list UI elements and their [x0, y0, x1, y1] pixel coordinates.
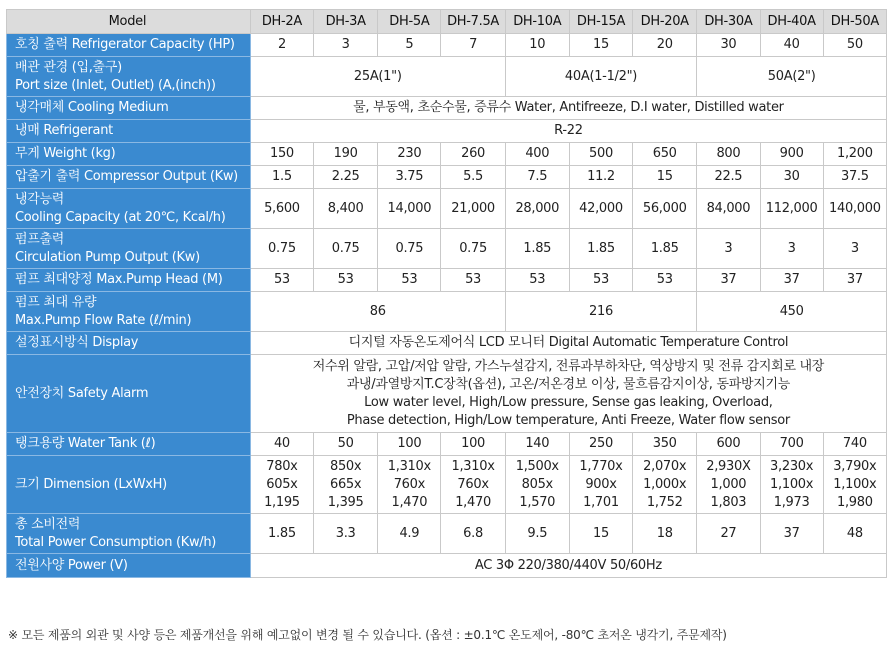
table-cell: 3 [697, 229, 760, 269]
table-cell: 37 [697, 269, 760, 292]
row-label [7, 514, 251, 554]
table-cell: 37 [823, 269, 886, 292]
table-cell: 21,000 [441, 189, 505, 229]
row-label: 전원사양 Power (V) [7, 554, 251, 578]
row-label-ko: 총 소비전력 [15, 516, 81, 532]
model-header: Model [7, 10, 251, 34]
row-label: 설정표시방식 Display [7, 332, 251, 355]
table-cell: 50 [314, 433, 378, 456]
dim-w: 760x [393, 476, 425, 492]
dim-w: 1,000x [643, 476, 687, 492]
table-cell: 0.75 [314, 229, 378, 269]
flow-row [7, 292, 887, 332]
table-cell: 650 [633, 143, 697, 166]
table-cell: 40A(1-1/2") [505, 57, 697, 97]
table-cell: 190 [314, 143, 378, 166]
row-label-ko: 펌프 최대 유량 [15, 294, 97, 310]
safety-line: Low water level, High/Low pressure, Sense gas leaking, Overload, [364, 394, 773, 410]
footnote: ※ 모든 제품의 외관 및 사양 등은 제품개선을 위해 예고없이 변경 될 수 있습니다. (옵션 : ±0.1℃ 온도제어, -80℃ 초저온 냉각기, 주문제작) [8, 628, 727, 642]
dim-h: 1,395 [327, 494, 364, 510]
table-cell: 15 [569, 514, 632, 554]
table-cell: 53 [633, 269, 697, 292]
safety-line: 저수위 알람, 고압/저압 알람, 가스누설감지, 전류과부하차단, 역상방지 및 전류 감지회로 내장 [312, 358, 825, 374]
table-cell: 112,000 [760, 189, 823, 229]
table-cell [505, 456, 569, 514]
table-cell [823, 456, 886, 514]
table-cell: 350 [633, 433, 697, 456]
dim-h: 1,980 [837, 494, 873, 510]
table-cell [250, 355, 886, 433]
medium-row [7, 97, 887, 120]
row-label: 냉매 Refrigerant [7, 120, 251, 143]
table-cell: 53 [378, 269, 441, 292]
table-cell: 7.5 [505, 166, 569, 189]
table-cell: 140 [505, 433, 569, 456]
safety-line: 과냉/과열방지T.C장착(옵션), 고온/저온경보 이상, 물흐름감지이상, 동파방지기능 [346, 376, 791, 392]
dim-w: 1,100x [833, 476, 877, 492]
row-label: 호칭 출력 Refrigerator Capacity (HP) [7, 34, 251, 57]
dimension-row [7, 456, 887, 514]
table-cell: 50 [823, 34, 886, 57]
table-cell: 3 [823, 229, 886, 269]
table-cell: 5.5 [441, 166, 505, 189]
row-label: 안전장치 Safety Alarm [7, 355, 251, 433]
table-cell: 700 [760, 433, 823, 456]
table-cell: 18 [633, 514, 697, 554]
dim-w: 1,100x [770, 476, 814, 492]
dim-w: 605x [266, 476, 298, 492]
table-cell: 0.75 [250, 229, 313, 269]
model-col: DH-10A [505, 10, 569, 34]
table-cell: 140,000 [823, 189, 886, 229]
dim-h: 1,470 [391, 494, 428, 510]
refrigerant-row [7, 120, 887, 143]
table-cell: 7 [441, 34, 505, 57]
dim-l: 780x [266, 458, 298, 474]
table-cell: 8,400 [314, 189, 378, 229]
table-cell: 0.75 [378, 229, 441, 269]
table-cell: R-22 [250, 120, 886, 143]
table-cell: 86 [250, 292, 505, 332]
model-col: DH-2A [250, 10, 313, 34]
table-cell: 250 [569, 433, 632, 456]
table-cell: 1,200 [823, 143, 886, 166]
dim-l: 3,230x [770, 458, 814, 474]
dim-h: 1,803 [710, 494, 747, 510]
table-cell: 1.85 [569, 229, 632, 269]
table-cell [441, 456, 505, 514]
table-cell: 20 [633, 34, 697, 57]
table-cell [378, 456, 441, 514]
model-col: DH-3A [314, 10, 378, 34]
table-cell: 1.5 [250, 166, 313, 189]
row-label-en: Max.Pump Flow Rate (ℓ/min) [15, 312, 192, 328]
power-consumption-row [7, 514, 887, 554]
table-cell: 1.85 [633, 229, 697, 269]
table-cell: 11.2 [569, 166, 632, 189]
row-label [7, 57, 251, 97]
table-cell: 53 [314, 269, 378, 292]
table-cell: 15 [569, 34, 632, 57]
table-cell: 150 [250, 143, 313, 166]
table-cell: 50A(2") [697, 57, 887, 97]
table-cell: 800 [697, 143, 760, 166]
table-cell: 0.75 [441, 229, 505, 269]
safety-line: Phase detection, High/Low temperature, Anti Freeze, Water flow sensor [346, 412, 790, 428]
table-cell: 3 [760, 229, 823, 269]
dim-l: 850x [329, 458, 362, 474]
table-cell: AC 3Φ 220/380/440V 50/60Hz [250, 554, 886, 578]
row-label-ko: 배관 관경 (입,출구) [15, 59, 122, 75]
table-cell: 84,000 [697, 189, 760, 229]
table-cell [633, 456, 697, 514]
dim-l: 1,500x [515, 458, 559, 474]
table-cell: 53 [569, 269, 632, 292]
dim-l: 1,310x [387, 458, 431, 474]
table-cell: 28,000 [505, 189, 569, 229]
row-label-en: Port size (Inlet, Outlet) (A,(inch)) [15, 77, 216, 93]
dim-h: 1,973 [773, 494, 810, 510]
table-cell: 53 [250, 269, 313, 292]
table-cell: 5,600 [250, 189, 313, 229]
table-cell: 10 [505, 34, 569, 57]
dim-w: 1,000 [710, 476, 747, 492]
dim-w: 900x [585, 476, 617, 492]
table-cell: 5 [378, 34, 441, 57]
dim-l: 1,310x [451, 458, 495, 474]
table-cell: 30 [760, 166, 823, 189]
table-cell: 2.25 [314, 166, 378, 189]
table-cell: 400 [505, 143, 569, 166]
table-cell: 37 [760, 514, 823, 554]
row-label [7, 229, 251, 269]
row-label: 냉각매체 Cooling Medium [7, 97, 251, 120]
model-col: DH-15A [569, 10, 632, 34]
port-row [7, 57, 887, 97]
spec-table [6, 9, 887, 578]
dim-w: 805x [521, 476, 553, 492]
table-cell: 22.5 [697, 166, 760, 189]
row-label-ko: 펌프출력 [15, 231, 65, 247]
table-cell: 1.85 [250, 514, 313, 554]
table-cell: 48 [823, 514, 886, 554]
header-row [7, 10, 887, 34]
table-cell: 3 [314, 34, 378, 57]
safety-row [7, 355, 887, 433]
table-cell [314, 456, 378, 514]
table-cell: 3.75 [378, 166, 441, 189]
table-cell: 30 [697, 34, 760, 57]
row-label-ko: 냉각능력 [15, 191, 65, 207]
table-cell: 600 [697, 433, 760, 456]
table-cell: 450 [697, 292, 887, 332]
dim-h: 1,752 [646, 494, 683, 510]
table-cell: 40 [760, 34, 823, 57]
row-label: 압출기 출력 Compressor Output (Kw) [7, 166, 251, 189]
table-cell [250, 456, 313, 514]
weight-row [7, 143, 887, 166]
row-label-en: Circulation Pump Output (Kw) [15, 249, 200, 265]
row-label [7, 292, 251, 332]
table-cell [760, 456, 823, 514]
table-cell: 900 [760, 143, 823, 166]
dim-l: 1,770x [579, 458, 623, 474]
row-label: 크기 Dimension (LxWxH) [7, 456, 251, 514]
table-cell: 디지털 자동온도제어식 LCD 모니터 Digital Automatic Temperature Control [250, 332, 886, 355]
row-label-en: Total Power Consumption (Kw/h) [15, 534, 217, 550]
table-cell: 100 [441, 433, 505, 456]
pump-output-row [7, 229, 887, 269]
table-cell: 53 [441, 269, 505, 292]
model-col: DH-50A [823, 10, 886, 34]
table-cell: 260 [441, 143, 505, 166]
model-col: DH-7.5A [441, 10, 505, 34]
dim-w: 665x [329, 476, 362, 492]
model-col: DH-5A [378, 10, 441, 34]
table-cell: 56,000 [633, 189, 697, 229]
tank-row [7, 433, 887, 456]
table-cell: 37.5 [823, 166, 886, 189]
table-cell: 물, 부동액, 초순수물, 증류수 Water, Antifreeze, D.I water, Distilled water [250, 97, 886, 120]
dim-h: 1,470 [455, 494, 491, 510]
row-label-en: Cooling Capacity (at 20℃, Kcal/h) [15, 209, 226, 225]
row-label: 무게 Weight (kg) [7, 143, 251, 166]
dim-l: 2,930X [706, 458, 751, 474]
dim-w: 760x [457, 476, 489, 492]
table-cell: 2 [250, 34, 313, 57]
dim-l: 3,790x [833, 458, 877, 474]
table-cell: 53 [505, 269, 569, 292]
table-cell [697, 456, 760, 514]
table-cell: 100 [378, 433, 441, 456]
dim-h: 1,195 [264, 494, 300, 510]
power-row [7, 554, 887, 578]
table-cell: 25A(1") [250, 57, 505, 97]
table-cell: 216 [505, 292, 697, 332]
table-cell: 40 [250, 433, 313, 456]
table-cell: 42,000 [569, 189, 632, 229]
table-cell: 9.5 [505, 514, 569, 554]
pump-head-row [7, 269, 887, 292]
table-cell: 740 [823, 433, 886, 456]
table-cell: 14,000 [378, 189, 441, 229]
row-label [7, 189, 251, 229]
table-cell: 6.8 [441, 514, 505, 554]
table-cell: 4.9 [378, 514, 441, 554]
table-cell: 1.85 [505, 229, 569, 269]
dim-l: 2,070x [643, 458, 687, 474]
table-cell: 230 [378, 143, 441, 166]
compressor-row [7, 166, 887, 189]
table-cell: 500 [569, 143, 632, 166]
capacity-row [7, 34, 887, 57]
display-row [7, 332, 887, 355]
table-cell: 37 [760, 269, 823, 292]
cooling-row [7, 189, 887, 229]
model-col: DH-30A [697, 10, 760, 34]
table-cell: 27 [697, 514, 760, 554]
row-label: 펌프 최대양정 Max.Pump Head (M) [7, 269, 251, 292]
table-cell: 3.3 [314, 514, 378, 554]
model-col: DH-40A [760, 10, 823, 34]
dim-h: 1,701 [583, 494, 619, 510]
row-label: 탱크용량 Water Tank (ℓ) [7, 433, 251, 456]
dim-h: 1,570 [519, 494, 556, 510]
table-cell [569, 456, 632, 514]
table-cell: 15 [633, 166, 697, 189]
model-col: DH-20A [633, 10, 697, 34]
